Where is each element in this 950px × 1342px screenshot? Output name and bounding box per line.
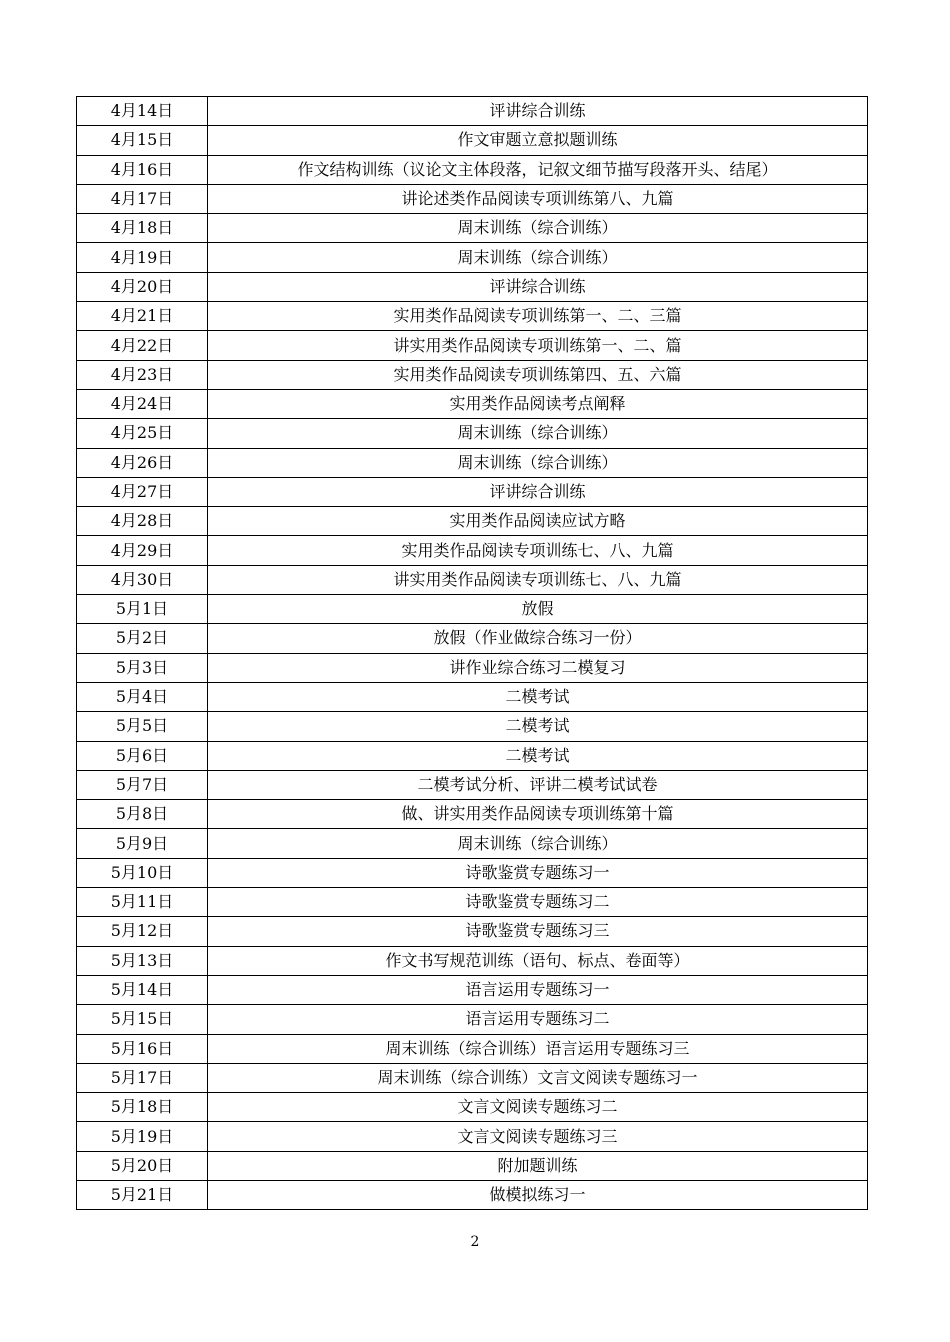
date-cell: 5月10日 — [77, 858, 208, 887]
date-cell: 5月20日 — [77, 1151, 208, 1180]
table-row — [77, 888, 868, 917]
task-cell: 实用类作品阅读专项训练第一、二、三篇 — [208, 302, 868, 331]
date-cell: 5月19日 — [77, 1122, 208, 1151]
date-cell: 5月16日 — [77, 1034, 208, 1063]
table-row — [77, 97, 868, 126]
date-cell: 4月15日 — [77, 126, 208, 155]
task-cell: 诗歌鉴赏专题练习三 — [208, 917, 868, 946]
task-cell: 实用类作品阅读考点阐释 — [208, 389, 868, 418]
table-row — [77, 946, 868, 975]
task-cell: 语言运用专题练习一 — [208, 975, 868, 1004]
task-cell: 实用类作品阅读专项训练第四、五、六篇 — [208, 360, 868, 389]
task-cell: 周末训练（综合训练） — [208, 419, 868, 448]
task-cell: 周末训练（综合训练） — [208, 243, 868, 272]
table-row — [77, 1063, 868, 1092]
date-cell: 5月11日 — [77, 888, 208, 917]
date-cell: 4月29日 — [77, 536, 208, 565]
task-cell: 诗歌鉴赏专题练习一 — [208, 858, 868, 887]
date-cell: 4月25日 — [77, 419, 208, 448]
task-cell: 放假 — [208, 595, 868, 624]
task-cell: 作文审题立意拟题训练 — [208, 126, 868, 155]
task-cell: 语言运用专题练习二 — [208, 1005, 868, 1034]
date-cell: 4月28日 — [77, 507, 208, 536]
table-row — [77, 126, 868, 155]
date-cell: 4月30日 — [77, 565, 208, 594]
task-cell: 二模考试 — [208, 741, 868, 770]
task-cell: 做模拟练习一 — [208, 1180, 868, 1209]
task-cell: 实用类作品阅读专项训练七、八、九篇 — [208, 536, 868, 565]
schedule-table — [76, 96, 868, 1210]
table-row — [77, 1151, 868, 1180]
table-row — [77, 565, 868, 594]
date-cell: 4月22日 — [77, 331, 208, 360]
task-cell: 文言文阅读专题练习三 — [208, 1122, 868, 1151]
table-row — [77, 800, 868, 829]
table-row — [77, 155, 868, 184]
table-row — [77, 741, 868, 770]
table-row — [77, 917, 868, 946]
task-cell: 二模考试分析、评讲二模考试试卷 — [208, 770, 868, 799]
date-cell: 5月12日 — [77, 917, 208, 946]
table-row — [77, 302, 868, 331]
task-cell: 诗歌鉴赏专题练习二 — [208, 888, 868, 917]
task-cell: 附加题训练 — [208, 1151, 868, 1180]
task-cell: 讲作业综合练习二模复习 — [208, 653, 868, 682]
table-row — [77, 448, 868, 477]
date-cell: 5月9日 — [77, 829, 208, 858]
table-row — [77, 595, 868, 624]
date-cell: 5月18日 — [77, 1093, 208, 1122]
table-row — [77, 624, 868, 653]
table-row — [77, 1180, 868, 1209]
task-cell: 做、讲实用类作品阅读专项训练第十篇 — [208, 800, 868, 829]
table-row — [77, 770, 868, 799]
task-cell: 文言文阅读专题练习二 — [208, 1093, 868, 1122]
table-row — [77, 653, 868, 682]
table-row — [77, 477, 868, 506]
date-cell: 4月27日 — [77, 477, 208, 506]
table-row — [77, 272, 868, 301]
date-cell: 5月5日 — [77, 712, 208, 741]
date-cell: 4月20日 — [77, 272, 208, 301]
task-cell: 周末训练（综合训练） — [208, 829, 868, 858]
table-row — [77, 975, 868, 1004]
page-number: 2 — [470, 1234, 480, 1250]
date-cell: 5月2日 — [77, 624, 208, 653]
table-row — [77, 536, 868, 565]
table-row — [77, 507, 868, 536]
table-row — [77, 419, 868, 448]
table-row — [77, 1093, 868, 1122]
date-cell: 5月15日 — [77, 1005, 208, 1034]
date-cell: 4月24日 — [77, 389, 208, 418]
table-row — [77, 243, 868, 272]
task-cell: 讲实用类作品阅读专项训练七、八、九篇 — [208, 565, 868, 594]
date-cell: 4月19日 — [77, 243, 208, 272]
task-cell: 作文书写规范训练（语句、标点、卷面等） — [208, 946, 868, 975]
table-row — [77, 712, 868, 741]
table-row — [77, 360, 868, 389]
table-row — [77, 184, 868, 213]
task-cell: 实用类作品阅读应试方略 — [208, 507, 868, 536]
table-row — [77, 1005, 868, 1034]
task-cell: 二模考试 — [208, 682, 868, 711]
task-cell: 周末训练（综合训练）语言运用专题练习三 — [208, 1034, 868, 1063]
date-cell: 5月13日 — [77, 946, 208, 975]
date-cell: 5月21日 — [77, 1180, 208, 1209]
table-row — [77, 1034, 868, 1063]
table-row — [77, 389, 868, 418]
task-cell: 二模考试 — [208, 712, 868, 741]
schedule-table-body — [77, 97, 868, 1210]
date-cell: 5月7日 — [77, 770, 208, 799]
task-cell: 作文结构训练（议论文主体段落，记叙文细节描写段落开头、结尾） — [208, 155, 868, 184]
date-cell: 4月16日 — [77, 155, 208, 184]
table-row — [77, 214, 868, 243]
task-cell: 评讲综合训练 — [208, 272, 868, 301]
date-cell: 5月8日 — [77, 800, 208, 829]
date-cell: 4月21日 — [77, 302, 208, 331]
task-cell: 讲论述类作品阅读专项训练第八、九篇 — [208, 184, 868, 213]
date-cell: 4月14日 — [77, 97, 208, 126]
table-row — [77, 682, 868, 711]
task-cell: 放假（作业做综合练习一份） — [208, 624, 868, 653]
table-row — [77, 331, 868, 360]
task-cell: 周末训练（综合训练）文言文阅读专题练习一 — [208, 1063, 868, 1092]
task-cell: 周末训练（综合训练） — [208, 214, 868, 243]
date-cell: 5月1日 — [77, 595, 208, 624]
date-cell: 4月17日 — [77, 184, 208, 213]
table-row — [77, 829, 868, 858]
date-cell: 4月26日 — [77, 448, 208, 477]
task-cell: 周末训练（综合训练） — [208, 448, 868, 477]
task-cell: 评讲综合训练 — [208, 97, 868, 126]
table-row — [77, 1122, 868, 1151]
date-cell: 4月18日 — [77, 214, 208, 243]
table-row — [77, 858, 868, 887]
task-cell: 评讲综合训练 — [208, 477, 868, 506]
date-cell: 5月17日 — [77, 1063, 208, 1092]
date-cell: 5月14日 — [77, 975, 208, 1004]
date-cell: 5月3日 — [77, 653, 208, 682]
date-cell: 4月23日 — [77, 360, 208, 389]
task-cell: 讲实用类作品阅读专项训练第一、二、篇 — [208, 331, 868, 360]
date-cell: 5月6日 — [77, 741, 208, 770]
date-cell: 5月4日 — [77, 682, 208, 711]
